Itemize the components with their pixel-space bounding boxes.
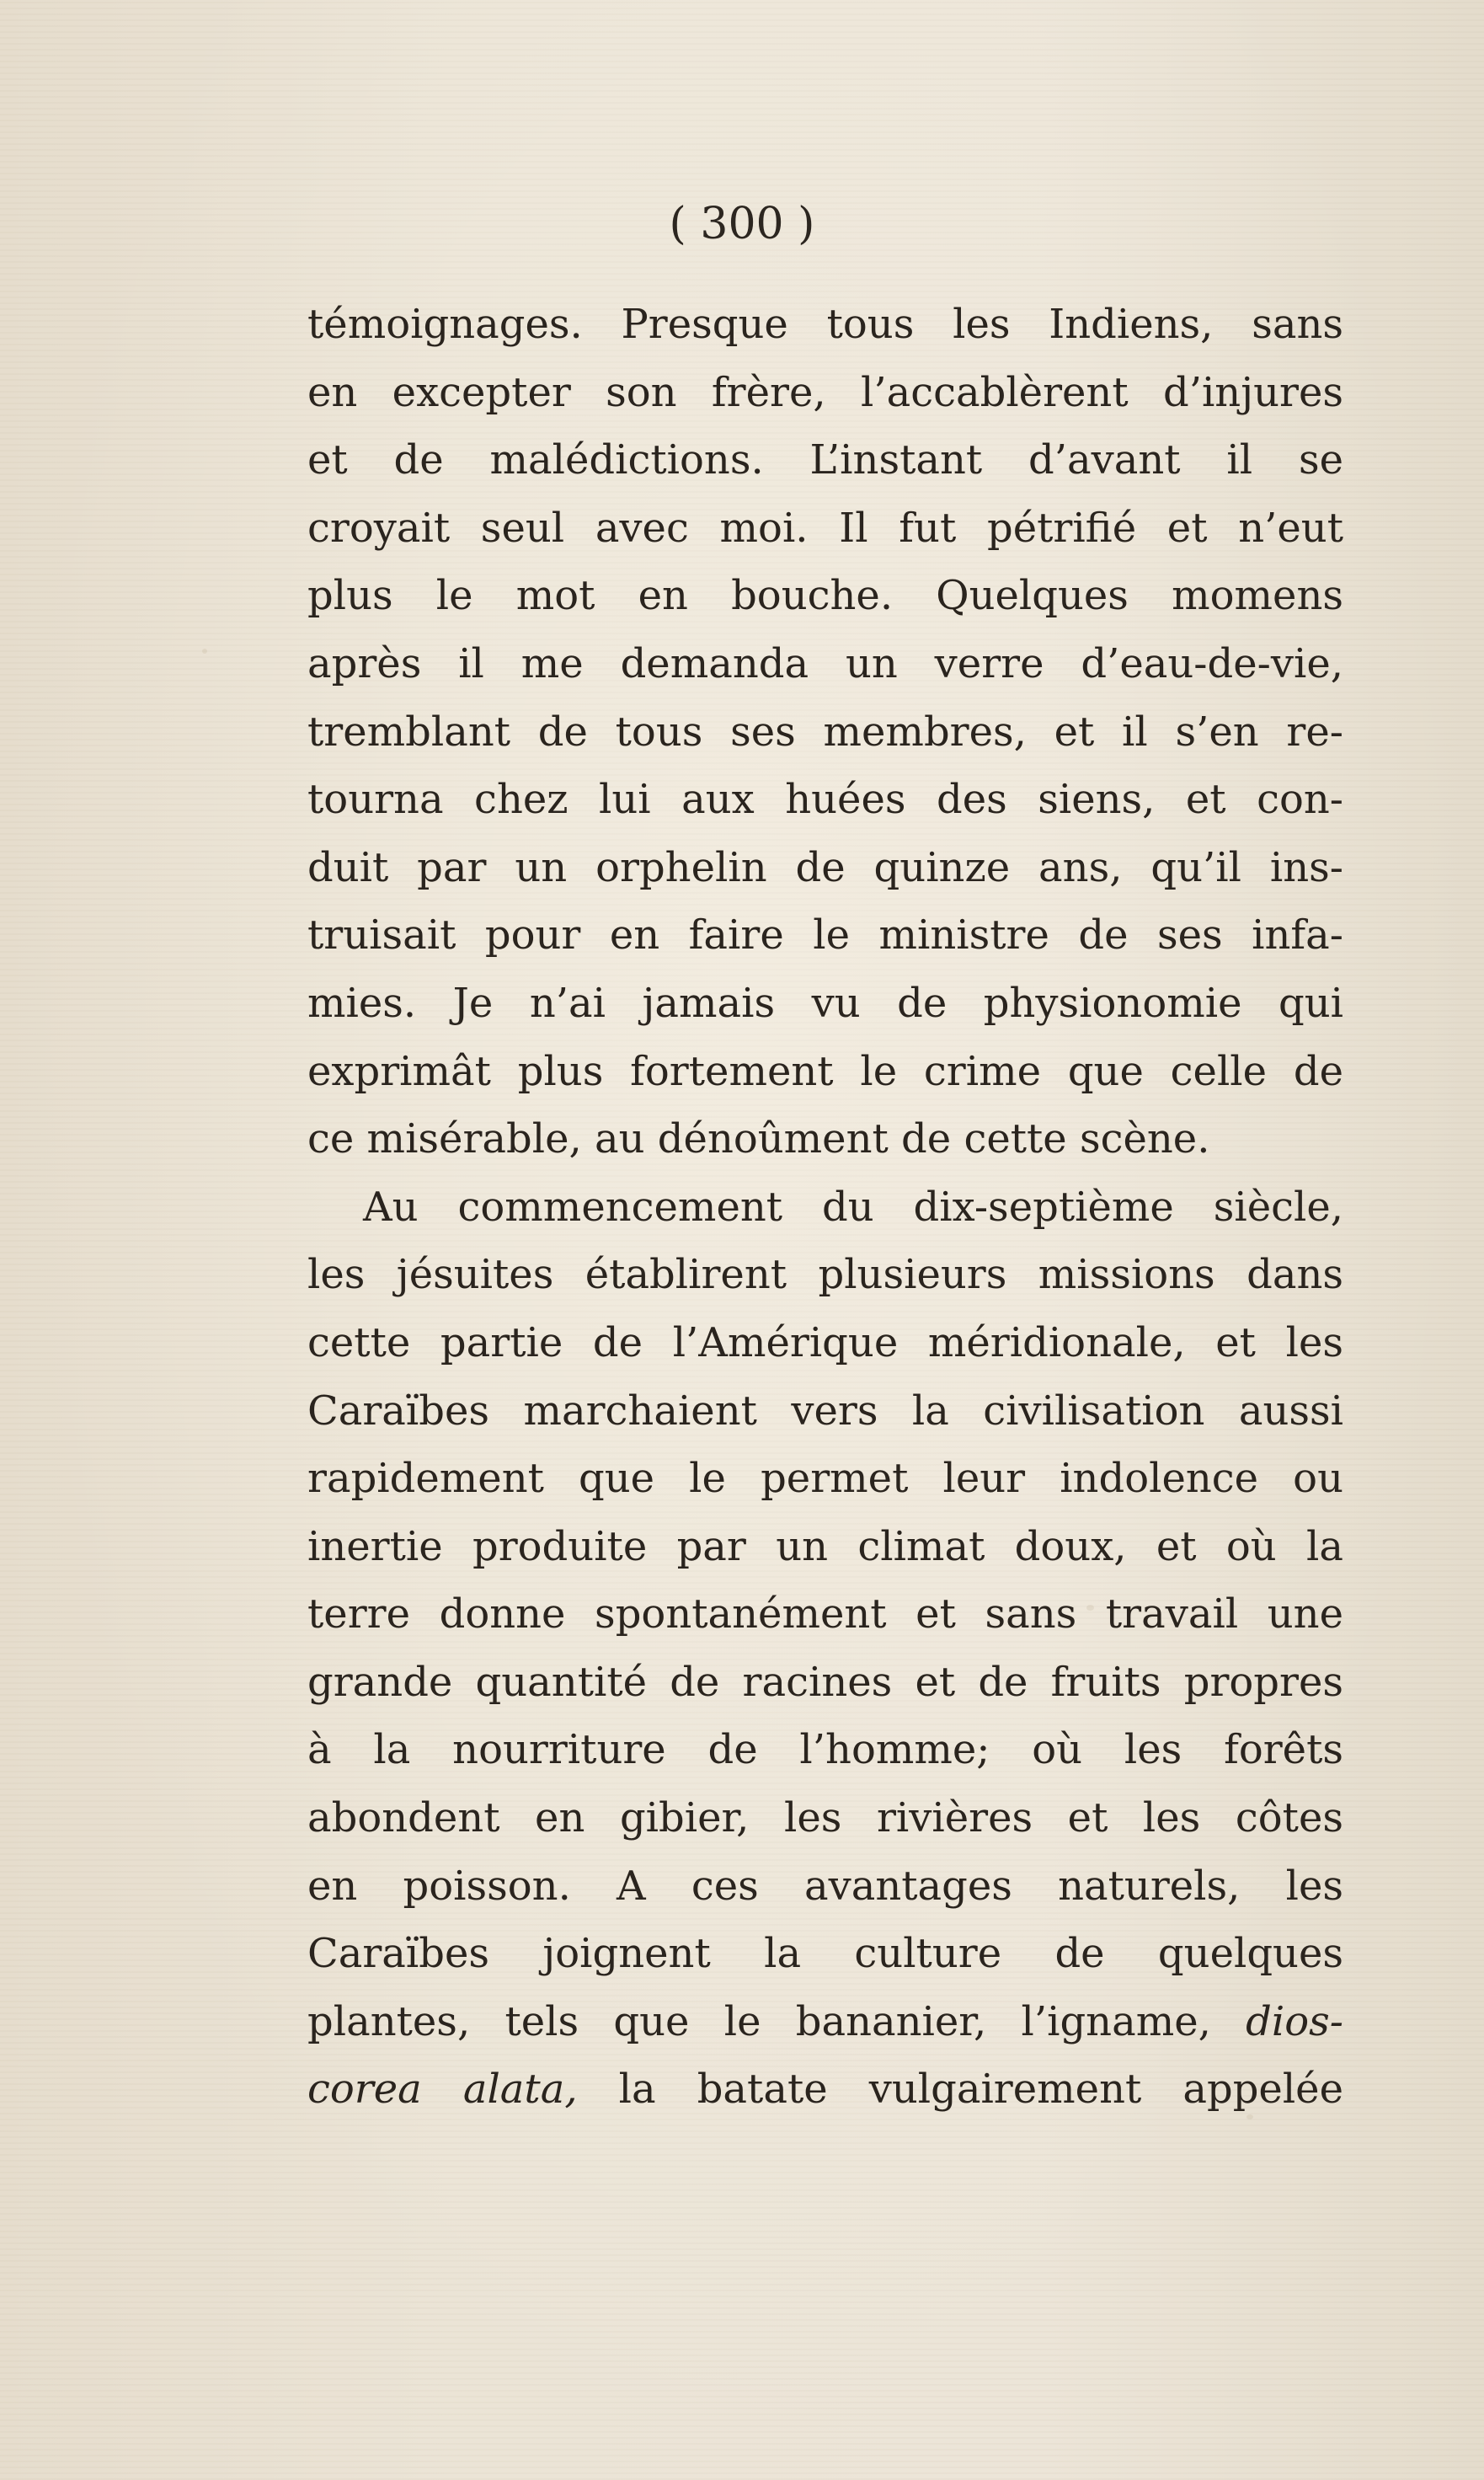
paragraph-last-line: ce misérable, au dénoûment de cette scène. — [307, 1115, 1210, 1163]
text-line: plus le mot en bouche. Quelques momens — [307, 572, 1343, 620]
text-line: terre donne spontanément et sans travail une — [307, 1590, 1343, 1638]
text-line: témoignages. Presque tous les Indiens, sans — [307, 301, 1343, 348]
text-line: truisait pour en faire le ministre de ses infa- — [307, 911, 1343, 959]
text-line: rapidement que le permet leur indolence ou — [307, 1455, 1343, 1503]
text-line: cette partie de l’Amérique méridionale, et les — [307, 1318, 1343, 1366]
foxing-spot — [202, 649, 207, 654]
text-line: en poisson. A ces avantages naturels, les — [307, 1862, 1343, 1910]
text-line: après il me demanda un verre d’eau-de-vie, — [307, 639, 1343, 687]
text-line: Caraïbes joignent la culture de quelques — [307, 1930, 1343, 1978]
text-line: croyait seul avec moi. Il fut pétrifié et n’eut — [307, 504, 1343, 552]
text-line: abondent en gibier, les rivières et les côtes — [307, 1794, 1343, 1842]
text-line: Caraïbes marchaient vers la civilisation aussi — [307, 1387, 1343, 1435]
text-line: les jésuites établirent plusieurs missions dans — [307, 1251, 1343, 1299]
text-line: plantes, tels que le bananier, l’igname, dios- — [307, 1997, 1343, 2045]
text-line: corea alata, la batate vulgairement appelée — [307, 2066, 1343, 2114]
text-line: grande quantité de racines et de fruits propres — [307, 1658, 1343, 1706]
text-line: inertie produite par un climat doux, et où la — [307, 1522, 1343, 1570]
body-text — [307, 291, 1343, 2124]
text-line: duit par un orphelin de quinze ans, qu’il ins- — [307, 843, 1343, 891]
text-line: tremblant de tous ses membres, et il s’en re- — [307, 708, 1343, 756]
text-line: mies. Je n’ai jamais vu de physionomie qui — [307, 979, 1343, 1027]
text-line: tourna chez lui aux huées des siens, et con- — [307, 776, 1343, 824]
text-line: exprimât plus fortement le crime que celle de — [307, 1047, 1343, 1095]
text-line: et de malédictions. L’instant d’avant il se — [307, 436, 1343, 484]
page-number: ( 300 ) — [669, 199, 815, 249]
text-line: en excepter son frère, l’accablèrent d’injures — [307, 368, 1343, 416]
paragraph-first-line: Au commencement du dix-septième siècle, — [363, 1183, 1343, 1231]
text-line: à la nourriture de l’homme; où les forêts — [307, 1726, 1343, 1774]
